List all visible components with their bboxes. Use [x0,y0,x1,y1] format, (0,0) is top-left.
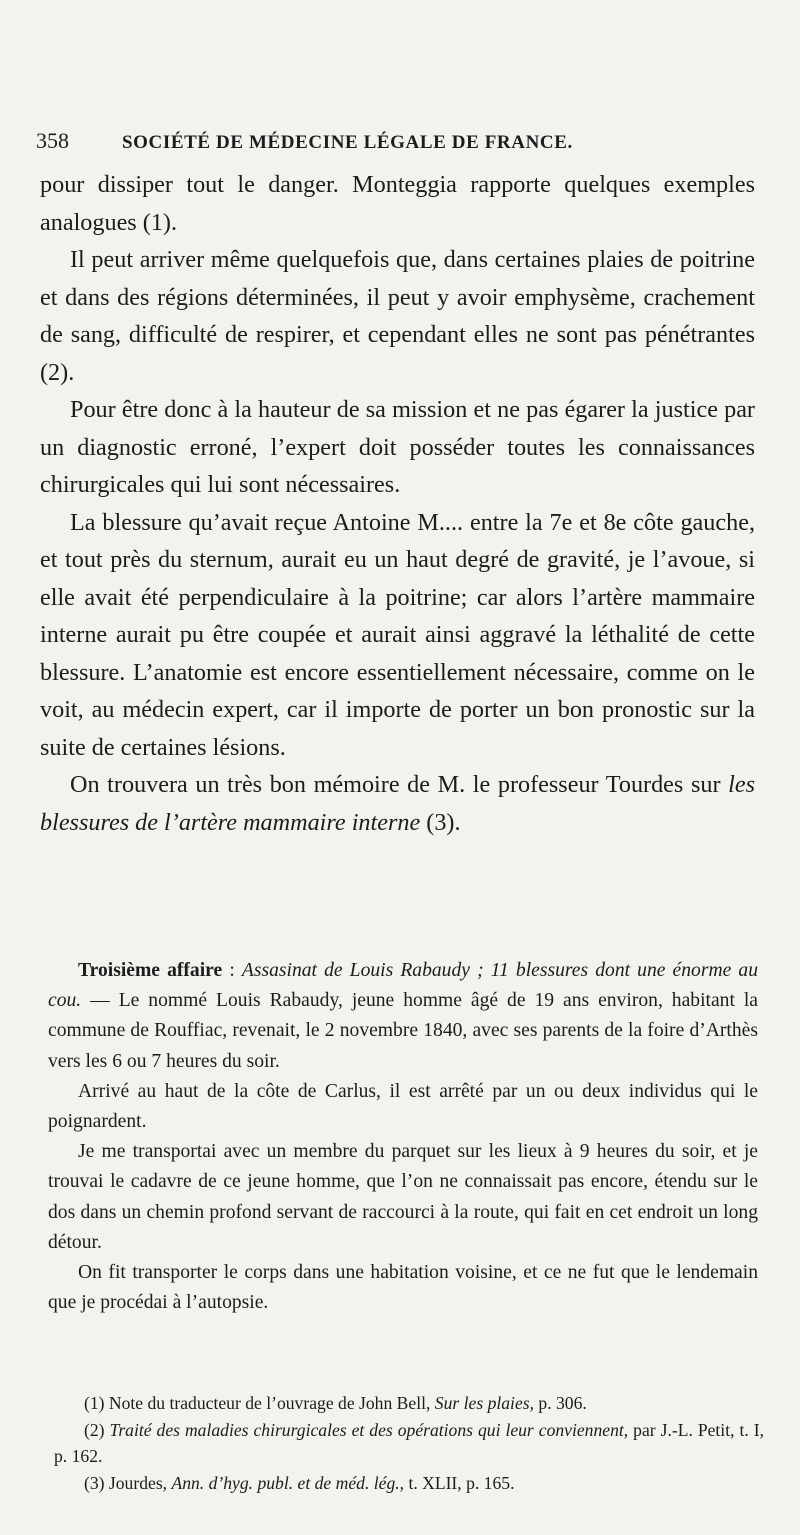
footnote-1-text: (1) Note du traducteur de l’ouvrage de John Bell, [84,1393,435,1413]
paragraph-5-end: (3). [420,808,461,836]
paragraph-2: Il peut arriver même quelquefois que, dans certaines plaies de poitrine et dans des régions déterminées, il peut y avoir emphysème, crachement de sang, difficulté de respirer, et cependant elles ne sont pas pénétrantes (2). [40,246,755,386]
paragraph-3: Pour être donc à la hauteur de sa mission et ne pas égarer la justice par un diagnostic erroné, l’expert doit posséder toutes les connaissances chirurgicales qui lui sont nécessaires. [40,396,755,498]
footnote-3-journal: Ann. d’hyg. publ. et de méd. lég. [171,1472,400,1493]
page-number: 358 [36,128,69,153]
footnote-2-number: (2) [84,1419,110,1440]
case-title: Assasinat de Louis Rabaudy ; 11 blessures dont une énorme au cou. [48,960,758,1012]
page-header [36,128,756,158]
case-label: Troisième affaire [78,960,223,981]
footnote-2-ref: , par J.-L. Petit, t. I, p. 162. [54,1419,764,1466]
case-separator: : [222,960,242,981]
main-text [40,166,755,841]
case-heading-paragraph [48,956,758,1077]
case-text [48,956,758,1318]
case-intro: — Le nommé Louis Rabaudy, jeune homme âgé de 19 ans environ, habitant la commune de Rouffiac, revenait, le 2 novembre 1840, avec ses parents de la foire d’Arthès vers les 6 ou 7 heures du soir. [48,990,758,1072]
footnote-3-text: (3) Jourdes, [84,1472,172,1493]
paragraph-8: Je me transportai avec un membre du parquet sur les lieux à 9 heures du soir, et je trouvai le cadavre de ce jeune homme, que l’on ne connaissait pas encore, étendu sur le dos dans un chemin profond servant de raccourci à la route, qui fait en cet endroit un long détour. [48,1141,758,1253]
paragraph-1: pour dissiper tout le danger. Monteggia rapporte quelques exemples analogues (1). [40,171,755,236]
footnote-1-title: Sur les plaies [434,1393,530,1413]
paragraph-7: Arrivé au haut de la côte de Carlus, il est arrêté par un ou deux individus qui le poignardent. [48,1080,758,1133]
paragraph-4: La blessure qu’avait reçue Antoine M.... entre la 7e et 8e côte gauche, et tout près du sternum, aurait eu un haut degré de gravité, je l’avoue, si elle avait été perpendiculaire à la poitrine; car alors l’artère mammaire interne aurait pu être coupée et aurait ainsi aggravé la léthalité de cette blessure. L’anatomie est encore essentiellement nécessaire, comme on le voit, au médecin expert, car il importe de porter un bon pronostic sur la suite de certaines lésions. [40,508,755,761]
footnote-1-page: , p. 306. [529,1393,587,1413]
paragraph-5-text: On trouvera un très bon mémoire de M. le professeur Tourdes sur [70,771,729,798]
footnote-1 [54,1390,764,1417]
paragraph-9: On fit transporter le corps dans une habitation voisine, et ce ne fut que le lendemain que je procédai à l’autopsie. [48,1262,758,1314]
footnote-3 [54,1470,764,1497]
footnote-3-ref: , t. XLII, p. 165. [399,1472,515,1493]
footnote-2 [54,1417,764,1470]
footnote-2-title: Traité des maladies chirurgicales et des opérations qui leur conviennent [109,1419,624,1440]
footnotes [54,1390,764,1496]
paragraph-5 [40,766,755,841]
running-title: SOCIÉTÉ DE MÉDECINE LÉGALE DE FRANCE. [122,132,573,153]
paragraph-5-italic: les blessures de l’artère mammaire interne [40,771,755,836]
